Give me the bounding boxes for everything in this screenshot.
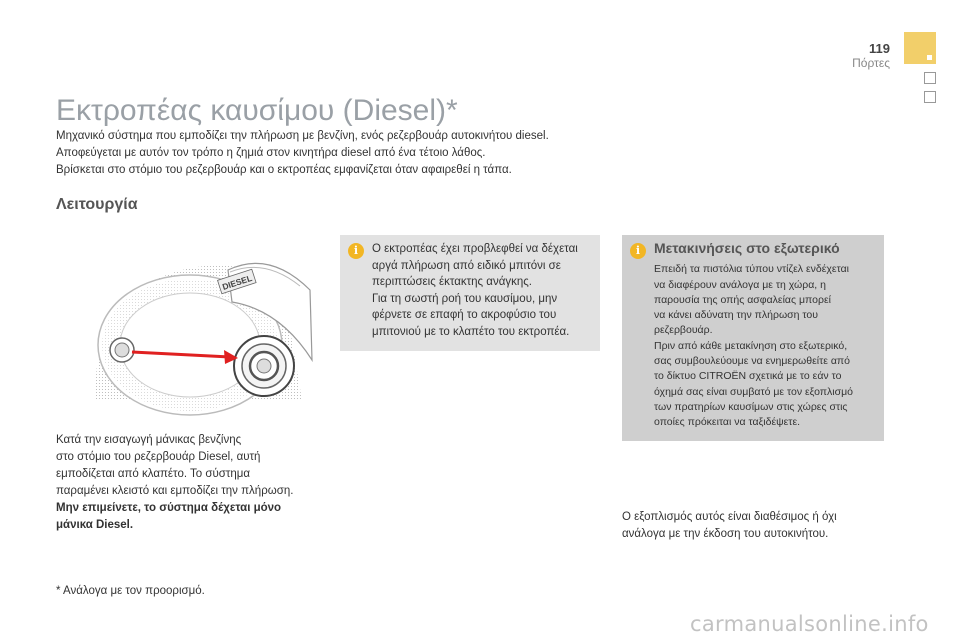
description-bold-line: Μην επιμείνετε, το σύστημα δέχεται μόνο [56,502,282,514]
travel-note-line: των πρατηρίων καυσίμων στις χώρες στις [654,400,848,413]
travel-note-line: να κάνει αδύνατη την πλήρωση του [654,309,818,322]
info-icon: i [630,243,646,259]
note-line: αργά πλήρωση από ειδικό μπιτόνι σε [372,259,561,272]
section-heading: Λειτουργία [56,196,138,213]
travel-note-line: οποίες πρόκειται να ταξιδέψετε. [654,416,801,429]
tab-dot [927,55,932,60]
travel-note-line: ρεζερβουάρ. [654,324,713,337]
travel-note-line: παρουσία της οπής ασφαλείας μπορεί [654,293,831,306]
description-bold-line: μάνικα Diesel. [56,519,134,531]
note-line: φέρνετε σε επαφή το ακροφύσιο του [372,309,557,321]
travel-note-line: το δίκτυο CITROËN σχετικά με το εάν το [654,370,842,383]
note-line: περιπτώσεις έκτακτης ανάγκης. [372,276,532,288]
intro-line: Μηχανικό σύστημα που εμποδίζει την πλήρωση με βενζίνη, ενός ρεζερβουάρ αυτοκινήτου diesel. [56,130,549,142]
intro-line: Αποφεύγεται με αυτόν τον τρόπο η ζημιά στον κινητήρα diesel από ένα τέτοιο λάθος. [56,147,486,159]
description-text [56,432,336,534]
travel-note-line: σας συμβουλεύουμε να ενημερωθείτε από [654,355,850,368]
travel-note-line: Πριν από κάθε μετακίνηση στο εξωτερικό, [654,339,848,352]
description-line: Κατά την εισαγωγή μάνικας βενζίνης [56,434,242,446]
equipment-note [622,509,892,543]
watermark: carmanualsonline.info [690,612,929,636]
equipment-line: Ο εξοπλισμός αυτός είναι διαθέσιμος ή όχι [622,511,837,523]
page-title: Εκτροπέας καυσίμου (Diesel)* [56,94,458,127]
intro-text [56,128,616,179]
description-line: παραμένει κλειστό και εμποδίζει την πλήρωση. [56,485,294,497]
equipment-line: ανάλογα με την έκδοση του αυτοκινήτου. [622,528,829,540]
info-icon: i [348,243,364,259]
chapter-tab[interactable] [924,72,936,84]
travel-note-box [622,235,884,441]
travel-note-line: Επειδή τα πιστόλια τύπου ντίζελ ενδέχεται [654,263,850,276]
fuel-filler-illustration [80,250,320,418]
travel-note-line: να διαφέρουν ανάλογα με τη χώρα, η [654,278,826,291]
section-label: Πόρτες [852,56,890,70]
travel-note-line: όχημά σας είναι συμβατό με τον εξοπλισμό [654,385,853,398]
note-line: Για τη σωστή ροή του καυσίμου, μην [372,292,558,305]
intro-line: Βρίσκεται στο στόμιο του ρεζερβουάρ και ο εκτροπέας εμφανίζεται όταν αφαιρεθεί η τάπα. [56,164,512,176]
diesel-label: DIESEL [220,272,254,292]
chapter-tab-active[interactable] [904,32,936,64]
chapter-tab[interactable] [924,91,936,103]
travel-note-title: Μετακινήσεις στο εξωτερικό [654,240,840,256]
note-line: μπιτονιού με το κλαπέτο του εκτροπέα. [372,325,570,338]
note-line: Ο εκτροπέας έχει προβλεφθεί να δέχεται [372,243,578,255]
page-number: 119 [869,41,890,56]
description-line: εμποδίζεται από κλαπέτο. Το σύστημα [56,468,251,480]
info-note-box [340,235,600,351]
description-line: στο στόμιο του ρεζερβουάρ Diesel, αυτή [56,451,261,463]
footnote: * Ανάλογα με τον προορισμό. [56,585,205,597]
